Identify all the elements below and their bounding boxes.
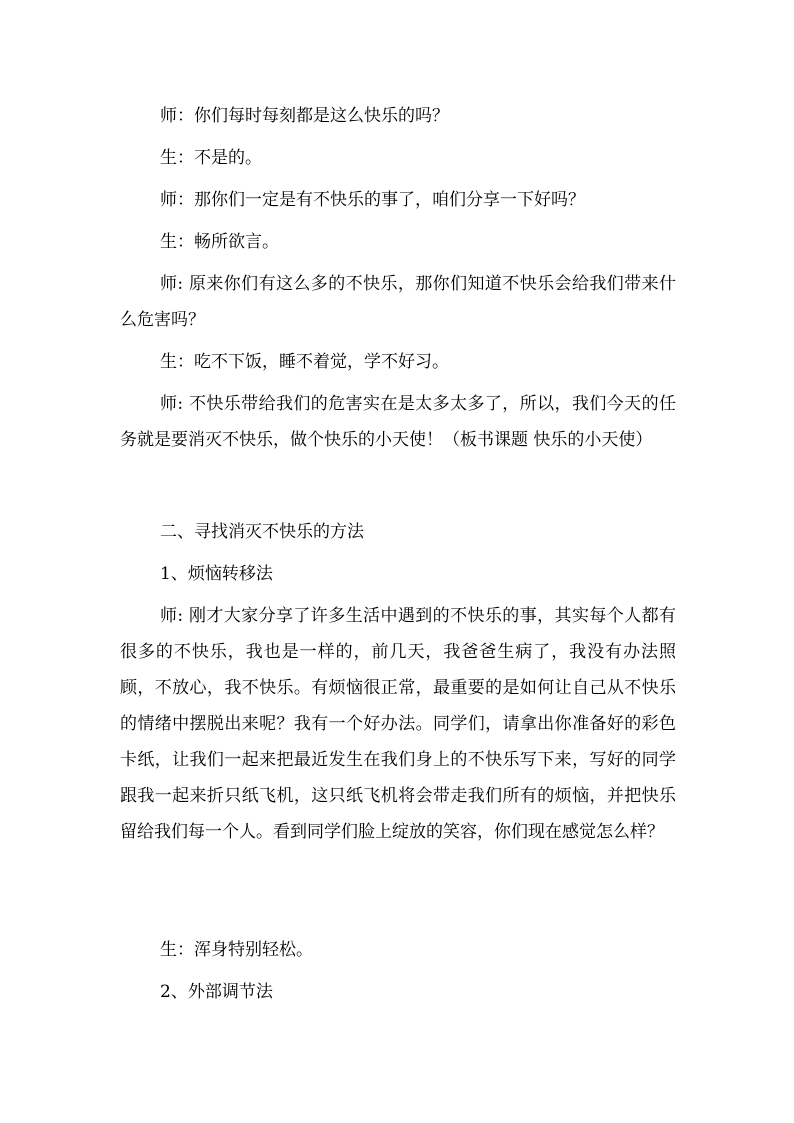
section-heading: 二、寻找消灭不快乐的方法: [160, 522, 364, 542]
dialogue-paragraph: 师：你们每时每刻都是这么快乐的吗？: [160, 106, 449, 126]
subsection-heading: 2、外部调节法: [160, 982, 273, 1002]
subsection-heading: 1、烦恼转移法: [160, 564, 273, 584]
dialogue-paragraph: 师: 原来你们有这么多的不快乐，那你们知道不快乐会给我们带来什么危害吗？: [120, 274, 676, 330]
dialogue-paragraph: 师：那你们一定是有不快乐的事了，咱们分享一下好吗？: [160, 190, 585, 210]
dialogue-paragraph: 生：不是的。: [160, 148, 262, 168]
dialogue-paragraph: 师: 不快乐带给我们的危害实在是太多太多了，所以，我们今天的任务就是要消灭不快乐，做个快乐的小天使！（板书课题 快乐的小天使）: [120, 394, 676, 450]
dialogue-paragraph: 生：畅所欲言。: [160, 232, 279, 252]
dialogue-paragraph: 生：吃不下饭，睡不着觉，学不好习。: [160, 352, 449, 372]
dialogue-paragraph: 师: 刚才大家分享了许多生活中遇到的不快乐的事，其实每个人都有很多的不快乐，我也是一样的，前几天，我爸爸生病了，我没有办法照顾，不放心，我不快乐。有烦恼很正常，最重要的是如何让自己从不快乐的情绪中摆脱出来呢？我有一个好办法。同学们，请拿出你准备好的彩色卡纸，让我们一起来把最近发生在我们身上的不快乐写下来，写好的同学跟我一起来折只纸飞机，这只纸飞机将会带走我们所有的烦恼，并把快乐留给我们每一个人。看到同学们脸上绽放的笑容，你们现在感觉怎么样？: [120, 606, 676, 842]
dialogue-paragraph: 生：浑身特别轻松。: [160, 940, 313, 960]
